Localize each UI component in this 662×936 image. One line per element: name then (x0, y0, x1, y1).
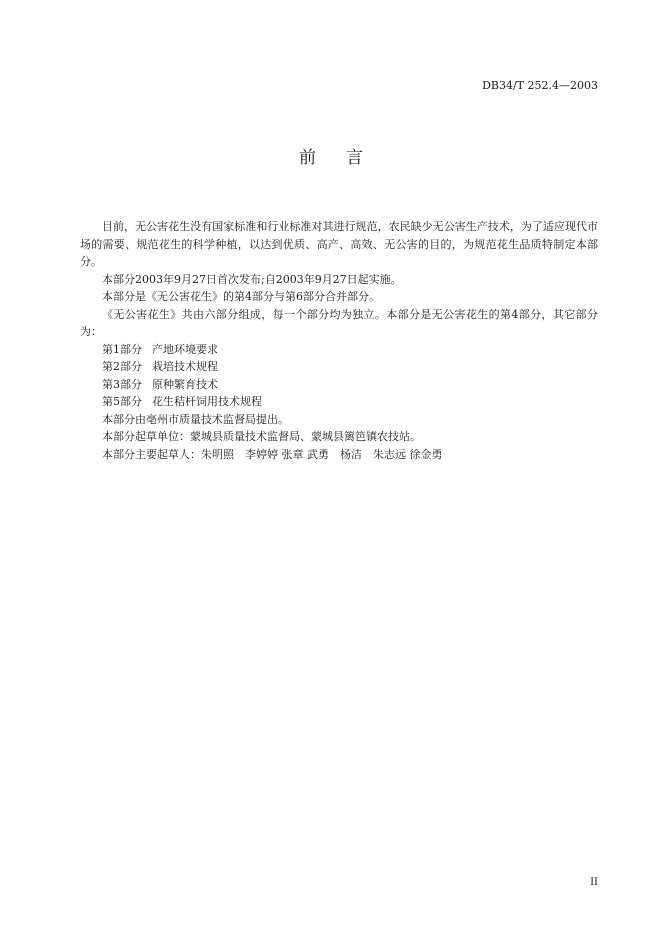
page-title: 前言 (299, 148, 393, 168)
paragraph-merge-note: 本部分是《无公害花生》的第4部分与第6部分合并部分。 (102, 290, 380, 303)
list-item (80, 358, 598, 376)
part-title: 花生秸杆饲用技术规程 (152, 395, 262, 408)
paragraph-drafting-units: 本部分起草单位：蒙城县质量技术监督局、蒙城县篱笆镇农技站。 (102, 430, 421, 443)
part-label: 第5部分 (102, 395, 142, 408)
document-code: DB34/T 252.4—2003 (482, 79, 598, 92)
paragraph-structure: 《无公害花生》共由六部分组成，每一个部分均为独立。本部分是无公害花生的第4部分，其它部分为： (80, 307, 598, 338)
part-label: 第2部分 (102, 360, 142, 373)
paragraph-release-date: 本部分2003年9月27日首次发布;自2003年9月27日起实施。 (102, 272, 402, 286)
list-item (80, 376, 598, 394)
part-title: 栽培技术规程 (152, 360, 218, 373)
part-label: 第1部分 (102, 342, 142, 356)
parts-list (80, 341, 598, 411)
page-number: II (590, 877, 598, 888)
list-item (80, 393, 598, 411)
paragraph-intro: 目前，无公害花生没有国家标准和行业标准对其进行规范，农民缺少无公害生产技术，为了适应现代市场的需要、规范花生的科学种植，以达到优质、高产、高效、无公害的目的，为规范花生品质特制定本部分。 (80, 220, 598, 268)
part-label: 第3部分 (102, 377, 142, 391)
list-item (80, 341, 598, 359)
paragraph-drafters: 本部分主要起草人：朱明照 李婷婷 张章 武勇 杨洁 朱志远 徐金勇 (102, 447, 443, 461)
part-title: 产地环境要求 (152, 342, 218, 356)
paragraph-proposer: 本部分由亳州市质量技术监督局提出。 (102, 412, 289, 426)
part-title: 原种繁育技术 (152, 377, 218, 391)
foreword-body (80, 218, 598, 463)
